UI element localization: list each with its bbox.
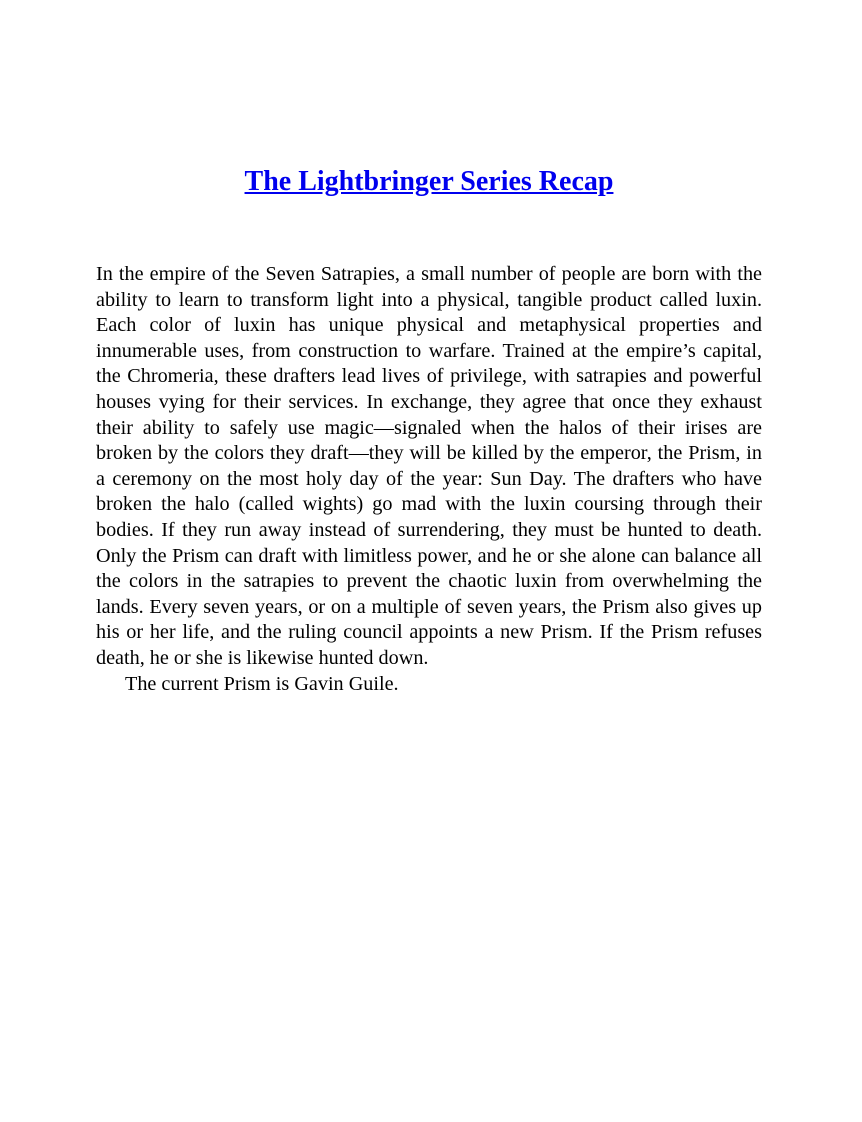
title-container [0,166,858,198]
page-title-link[interactable]: The Lightbringer Series Recap [244,166,614,197]
paragraph-intro: In the empire of the Seven Satrapies, a small number of people are born with the ability to learn to transform light into a physical, tangible product called luxin. Each color of luxin has unique physical and metaphysical properties and innumerable uses, from construction to warfare. Trained at the empire’s capital, the Chromeria, these drafters lead lives of privilege, with satrapies and powerful houses vying for their services. In exchange, they agree that once they exhaust their ability to safely use magic—signaled when the halos of their irises are broken by the colors they draft—they will be killed by the emperor, the Prism, in a ceremony on the most holy day of the year: Sun Day. The drafters who have broken the halo (called wights) go mad with the luxin coursing through their bodies. If they run away instead of surrendering, they must be hunted to death. Only the Prism can draft with limitless power, and he or she alone can balance all the colors in the satrapies to prevent the chaotic luxin from overwhelming the lands. Every seven years, or on a multiple of seven years, the Prism also gives up his or her life, and the ruling council appoints a new Prism. If the Prism refuses death, he or she is likewise hunted down. [96,263,762,669]
paragraph-current-prism: The current Prism is Gavin Guile. [125,672,399,695]
body-text [96,262,762,697]
